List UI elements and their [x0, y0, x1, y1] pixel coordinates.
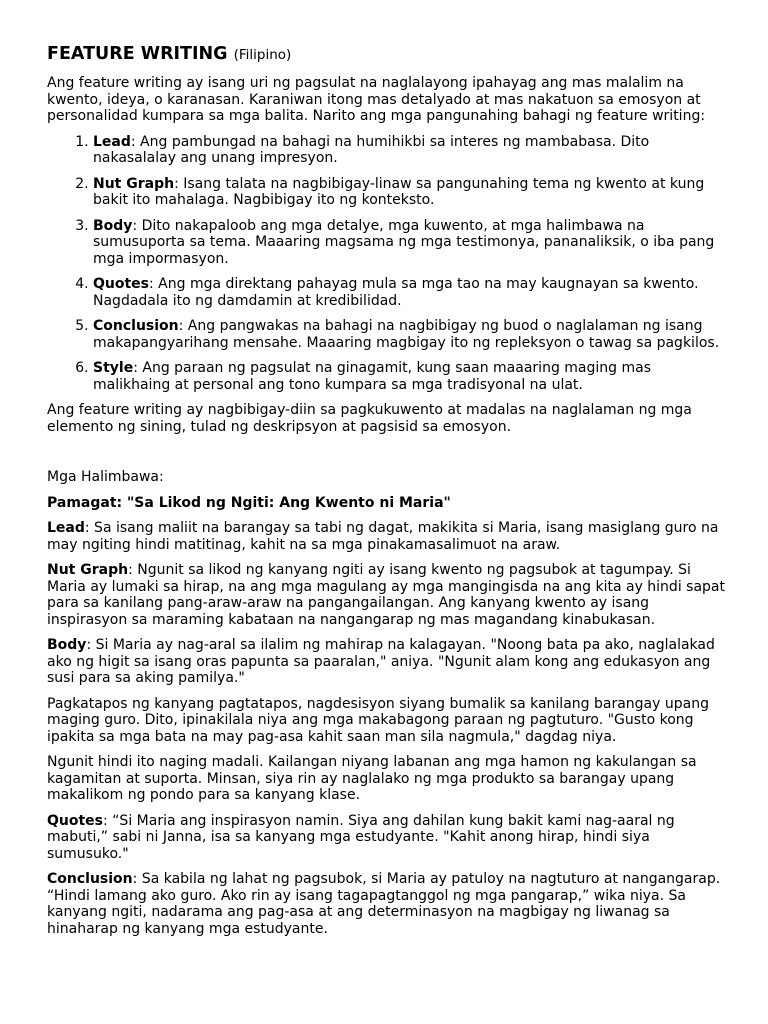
list-item: [93, 318, 727, 351]
body-term: Body: [47, 637, 87, 653]
body-text: : Si Maria ay nag-aral sa ilalim ng mahirap na kalagayan. "Noong bata pa ako, naglalakad ako ng higit sa isang oras papunta sa paaralan," aniya. "Ngunit alam kong ang edukasyon ang susi para sa aking pamilya.": [47, 637, 715, 686]
part-text: : Isang talata na nagbibigay-linaw sa pangunahing tema ng kwento at kung bakit ito mahalaga. Nagbibigay ito ng konteksto.: [93, 175, 705, 208]
document-page: [47, 44, 727, 946]
list-item: [93, 276, 727, 309]
parts-list: [47, 134, 727, 394]
body-paragraph-2: Pagkatapos ng kanyang pagtatapos, nagdesisyon siyang bumalik sa kanilang barangay upang maging guro. Dito, ipinakilala niya ang mga makabagong paraan ng pagtuturo. "Gusto kong ipakita sa mga bata na may pag-asa kahit saan man sila nagmula," dagdag niya.: [47, 695, 709, 745]
conclusion-paragraph: [47, 871, 727, 937]
conclusion-text: : Sa kabila ng lahat ng pagsubok, si Maria ay patuloy na nagtuturo at nangangarap. “Hindi lamang ako guro. Ako rin ay isang tagapagtanggol ng mga pangarap,” wika niya. Sa kanyang ngiti, nadarama ang pag-asa at ang determinasyon na magbigay ng liwanag sa hinaharap ng kanyang mga estudyante.: [47, 871, 721, 937]
intro-paragraph: Ang feature writing ay isang uri ng pagsulat na naglalayong ipahayag ang mas malalim na kwento, ideya, o karanasan. Karaniwan itong mas detalyado at mas nakatuon sa emosyon at personalidad kumpara sa mga balita. Narito ang mga pangunahing bahagi ng feature writing:: [47, 75, 706, 124]
part-term: Body: [93, 217, 133, 234]
title-language: (Filipino): [233, 47, 292, 63]
example-title-text: Pamagat: "Sa Likod ng Ngiti: Ang Kwento ni Maria": [47, 494, 451, 511]
list-item: [93, 218, 727, 268]
lead-term: Lead: [47, 520, 85, 536]
part-text: : Dito nakapaloob ang mga detalye, mga kuwento, at mga halimbawa na sumusuporta sa tema. Maaaring magsama ng mga testimonya, pananaliksik, o iba pang mga impormasyon.: [93, 217, 715, 267]
part-term: Nut Graph: [93, 175, 175, 192]
body-paragraph: [47, 637, 727, 687]
list-item: [93, 134, 727, 167]
quotes-text: : “Si Maria ang inspirasyon namin. Siya ang dahilan kung bakit kami nag-aaral ng mabuti,” sabi ni Janna, isa sa kanyang mga estudyante. "Kahit anong hirap, hindi siya sumusuko.": [47, 812, 675, 862]
nut-graph-term: Nut Graph: [47, 562, 129, 578]
list-item: [93, 176, 727, 209]
list-item: [93, 360, 727, 393]
part-term: Quotes: [93, 276, 150, 292]
summary-paragraph: Ang feature writing ay nagbibigay-diin sa pagkukuwento at madalas na naglalaman ng mga elemento ng sining, tulad ng deskripsyon at pagsisid sa emosyon.: [47, 402, 692, 435]
examples-label: Mga Halimbawa:: [47, 469, 164, 485]
part-term: Lead: [93, 133, 131, 150]
title-text: FEATURE WRITING: [47, 44, 228, 64]
part-term: Conclusion: [93, 318, 179, 334]
part-text: : Ang paraan ng pagsulat na ginagamit, kung saan maaaring maging mas malikhaing at personal ang tono kumpara sa mga tradisyonal na ulat.: [93, 360, 651, 393]
lead-text: : Sa isang maliit na barangay sa tabi ng dagat, makikita si Maria, isang masiglang guro na may ngiting hindi matitinag, kahit na sa mga pinakamasalimuot na araw.: [47, 520, 719, 553]
quotes-term: Quotes: [47, 812, 104, 829]
example-title: [47, 495, 727, 512]
lead-paragraph: [47, 520, 727, 553]
part-text: : Ang mga direktang pahayag mula sa mga tao na may kaugnayan sa kwento. Nagdadala ito ng damdamin at kredibilidad.: [93, 276, 699, 309]
quotes-paragraph: [47, 813, 727, 863]
body-paragraph-3: Ngunit hindi ito naging madali. Kailangan niyang labanan ang mga hamon ng kakulangan sa kagamitan at suporta. Minsan, siya rin ay naglalako ng mga produkto sa barangay upang makalikom ng pondo para sa kanyang klase.: [47, 754, 697, 803]
conclusion-term: Conclusion: [47, 871, 133, 887]
document-title: [47, 44, 727, 65]
nut-graph-paragraph: [47, 562, 727, 628]
part-term: Style: [93, 360, 134, 376]
part-text: : Ang pangwakas na bahagi na nagbibigay ng buod o naglalaman ng isang makapangyarihang mensahe. Maaaring magbigay ito ng repleksyon o tawag sa pagkilos.: [93, 318, 720, 351]
part-text: : Ang pambungad na bahagi na humihikbi sa interes ng mambabasa. Dito nakasalalay ang unang impresyon.: [93, 133, 650, 166]
blank-line: [47, 444, 727, 469]
nut-graph-text: : Ngunit sa likod ng kanyang ngiti ay isang kwento ng pagsubok at tagumpay. Si Maria ay lumaki sa hirap, na ang mga magulang ay mga mangingisda na ang kita ay hindi sapat para sa kanilang pang-araw-araw na pangangailangan. Ang kanyang kwento ay isang inspirasyon sa maraming kabataan na nangangarap ng mas magandang kinabukasan.: [47, 562, 725, 628]
